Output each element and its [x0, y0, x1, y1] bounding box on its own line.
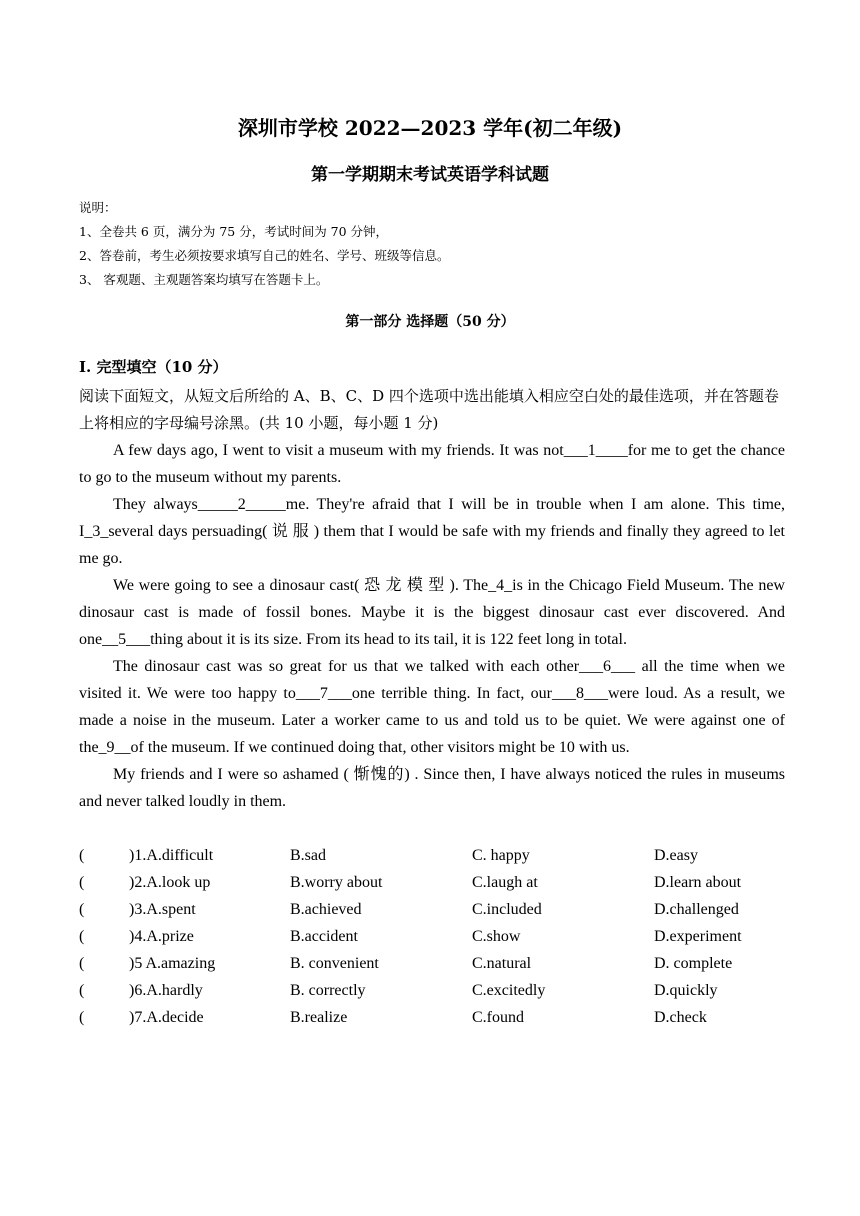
option-row — [79, 842, 785, 869]
option-b: B.achieved — [290, 901, 362, 918]
option-c: C.included — [472, 901, 542, 918]
instructions-heading: 说明： — [79, 200, 117, 215]
option-c: C.natural — [472, 955, 532, 972]
option-d: D.quickly — [654, 982, 718, 999]
passage-paragraph: We were going to see a dinosaur cast( 恐 龙 模 型 ). The_4_is in the Chicago Field Museum. The new dinosaur cast is made of fossil bones. Maybe it is the biggest dinosaur cast ever discovered. And one__5___thing about it is its size. From its head to its tail, it is 122 feet long in total. — [79, 577, 785, 648]
option-row — [79, 896, 785, 923]
instruction-item: 3、 客观题、主观题答案均填写在答题卡上。 — [79, 272, 329, 287]
option-c: C.excitedly — [472, 982, 546, 999]
option-b: B. convenient — [290, 955, 379, 972]
option-d: D.check — [654, 1009, 707, 1026]
answer-blank: ( — [79, 1009, 85, 1026]
cloze-passage — [79, 437, 785, 815]
option-row — [79, 923, 785, 950]
option-row — [79, 869, 785, 896]
instruction-item: 1、全卷共 6 页，满分为 75 分，考试时间为 70 分钟， — [79, 224, 389, 239]
option-d: D. complete — [654, 955, 733, 972]
option-b: B.realize — [290, 1009, 348, 1026]
answer-blank: ( — [79, 928, 85, 945]
answer-blank: ( — [79, 847, 85, 864]
option-b: B. correctly — [290, 982, 366, 999]
instructions-block — [79, 196, 799, 292]
option-row — [79, 950, 785, 977]
section-title: I. 完型填空（10 分） — [79, 358, 228, 376]
option-b: B.accident — [290, 928, 358, 945]
option-a: )5 A.amazing — [129, 955, 216, 972]
section-instruction: 阅读下面短文，从短文后所给的 A、B、C、D 四个选项中选出能填入相应空白处的最佳选项，并在答题卷上将相应的字母编号涂黑。(共 10 小题，每小题 1 分) — [79, 387, 779, 432]
option-a: )4.A.prize — [129, 928, 194, 945]
answer-blank: ( — [79, 982, 85, 999]
passage-paragraph: My friends and I were so ashamed ( 惭愧的) . Since then, I have always noticed the rules in museums and never talked loudly in them. — [79, 766, 785, 810]
answer-options — [79, 842, 785, 1031]
option-d: D.challenged — [654, 901, 739, 918]
option-row — [79, 977, 785, 1004]
option-a: )1.A.difficult — [129, 847, 214, 864]
exam-title: 深圳市学校 2022—2023 学年(初二年级) — [237, 116, 623, 140]
option-b: B.worry about — [290, 874, 383, 891]
option-c: C.found — [472, 1009, 524, 1026]
option-c: C.show — [472, 928, 521, 945]
answer-blank: ( — [79, 901, 85, 918]
instruction-item: 2、答卷前，考生必须按要求填写自己的姓名、学号、班级等信息。 — [79, 248, 450, 263]
passage-paragraph: The dinosaur cast was so great for us that we talked with each other___6___ all the time when we visited it. We were too happy to___7___one terrible thing. In fact, our___8___were loud. As a result, we made a noise in the museum. Later a worker came to us and told us to be quiet. We were against one of the_9__of the museum. If we continued doing that, other visitors might be 10 with us. — [79, 658, 785, 756]
option-a: )2.A.look up — [129, 874, 211, 891]
option-d: D.learn about — [654, 874, 742, 891]
option-d: D.easy — [654, 847, 698, 864]
option-d: D.experiment — [654, 928, 742, 945]
option-c: C.laugh at — [472, 874, 538, 891]
option-row — [79, 1004, 785, 1031]
passage-paragraph: They always_____2_____me. They're afraid that I will be in trouble when I am alone. This time, I_3_several days persuading( 说 服 ) them that I would be safe with my friends and finally they agreed to let me go. — [79, 496, 785, 567]
answer-blank: ( — [79, 874, 85, 891]
option-c: C. happy — [472, 847, 530, 864]
option-a: )6.A.hardly — [129, 982, 203, 999]
option-a: )3.A.spent — [129, 901, 196, 918]
option-a: )7.A.decide — [129, 1009, 204, 1026]
passage-paragraph: A few days ago, I went to visit a museum with my friends. It was not___1____for me to get the chance to go to the museum without my parents. — [79, 442, 785, 486]
part-title: 第一部分 选择题（50 分） — [345, 314, 515, 330]
option-b: B.sad — [290, 847, 326, 864]
answer-blank: ( — [79, 955, 85, 972]
exam-subtitle: 第一学期期末考试英语学科试题 — [311, 165, 549, 185]
